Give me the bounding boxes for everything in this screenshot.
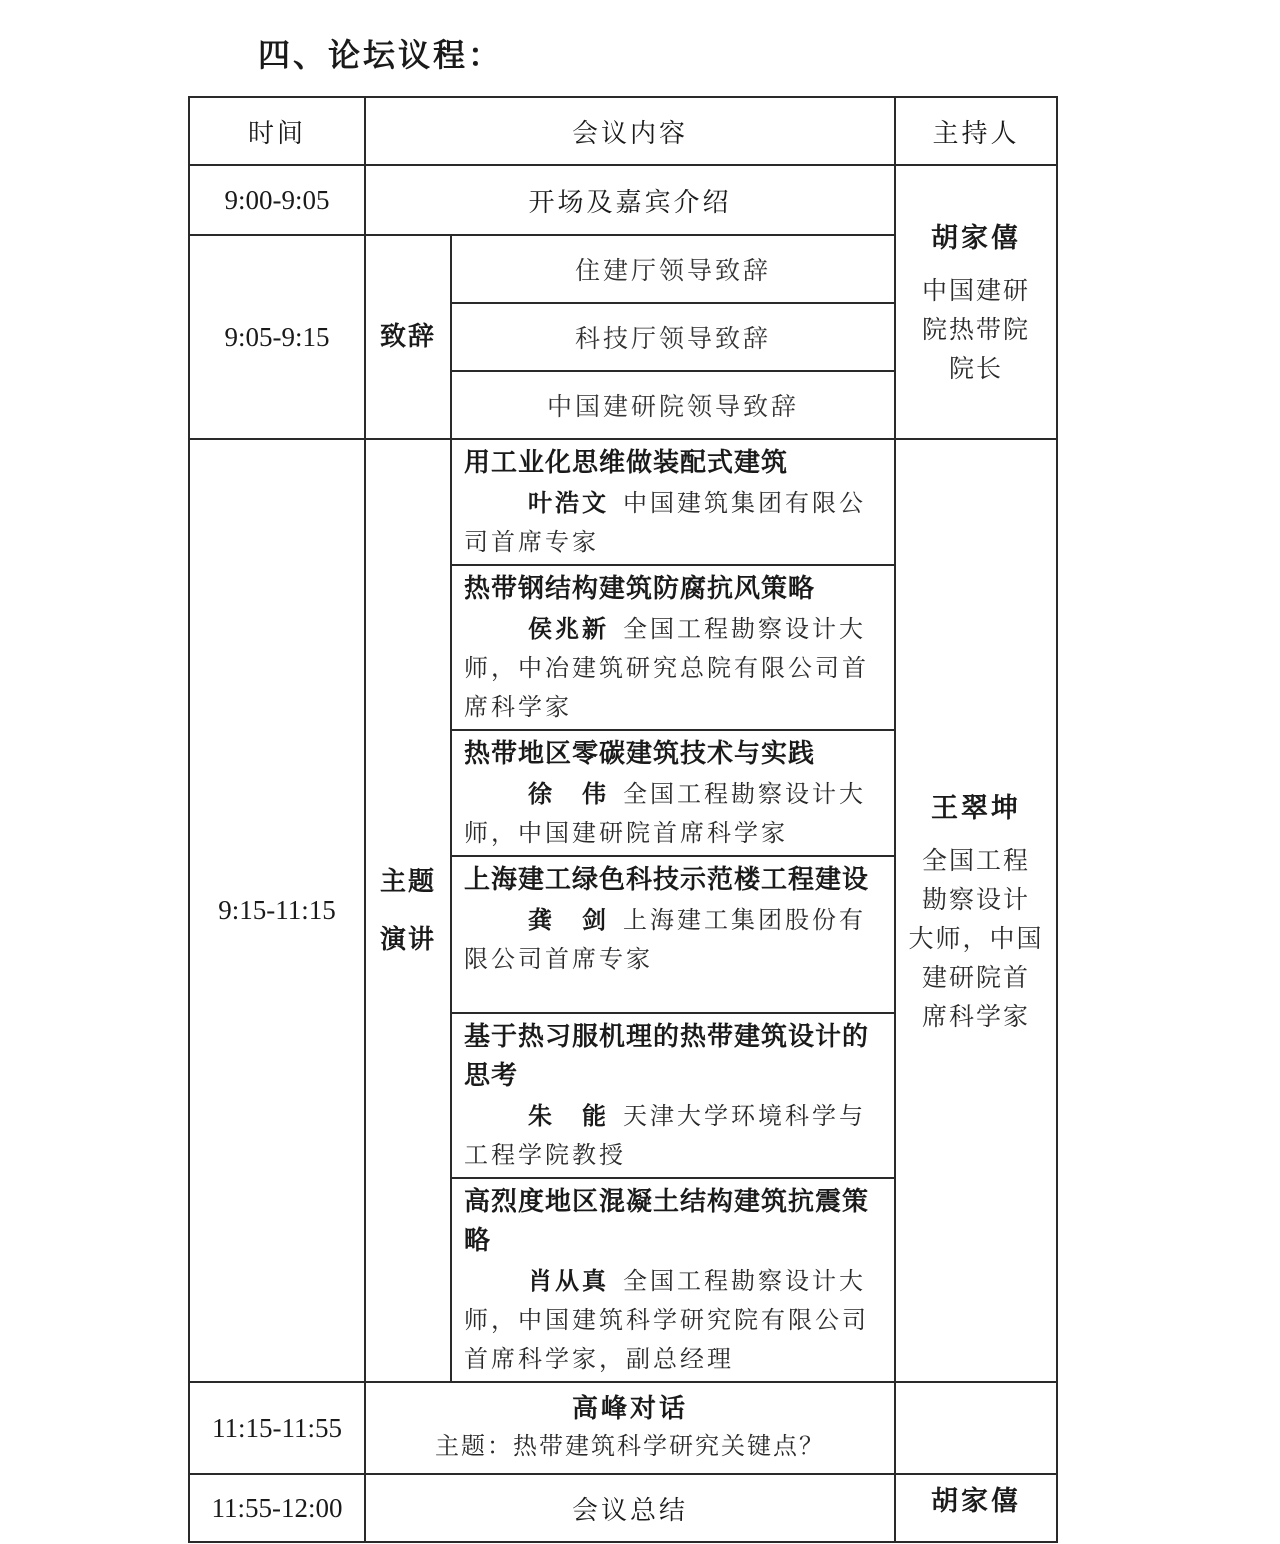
host-cell-3 [895, 1474, 1057, 1542]
talk-speaker-line [464, 1261, 884, 1379]
header-time: 时间 [189, 97, 365, 165]
talk-affiliation: 中国建筑集团有限公司首席专家 [464, 489, 866, 556]
talk-affiliation: 全国工程勘察设计大师，中国建筑科学研究院有限公司首席科学家，副总经理 [464, 1267, 869, 1373]
page-heading: 四、论坛议程： [258, 36, 504, 74]
host-cell-1 [895, 165, 1057, 439]
row-opening [189, 165, 1057, 235]
host-title: 全国工程 勘察设计 大师，中国 建研院首 席科学家 [908, 845, 1044, 1031]
talk-speaker: 叶浩文 [528, 488, 609, 517]
speech-label: 致辞 [365, 235, 451, 439]
dialogue-title: 高峰对话 [572, 1394, 689, 1424]
talk-cell [451, 1178, 895, 1382]
host-cell-2 [895, 439, 1057, 1382]
speech-item: 科技厅领导致辞 [451, 303, 895, 371]
talk-affiliation: 全国工程勘察设计大师，中冶建筑研究总院有限公司首席科学家 [464, 615, 869, 721]
talk-speaker: 肖从真 [528, 1266, 609, 1295]
talk-affiliation: 天津大学环境科学与工程学院教授 [464, 1102, 866, 1169]
talk-title: 热带地区零碳建筑技术与实践 [464, 739, 816, 769]
dialogue-cell [365, 1382, 895, 1474]
time-cell: 11:55-12:00 [189, 1474, 365, 1542]
time-cell: 9:05-9:15 [189, 235, 365, 439]
talk-speaker-line [464, 774, 884, 853]
talk-speaker-line [464, 1096, 884, 1175]
speech-item: 中国建研院领导致辞 [451, 371, 895, 439]
talk-cell [451, 1013, 895, 1178]
talk-title: 上海建工绿色科技示范楼工程建设 [464, 865, 870, 895]
talk-speaker: 龚 剑 [528, 905, 609, 934]
talk-speaker-line [464, 900, 884, 979]
time-cell: 9:15-11:15 [189, 439, 365, 1382]
agenda-table [188, 96, 1058, 1543]
talk-speaker-line [464, 609, 884, 727]
row-summary [189, 1474, 1057, 1542]
content-cell: 开场及嘉宾介绍 [365, 165, 895, 235]
header-content: 会议内容 [365, 97, 895, 165]
time-cell: 11:15-11:55 [189, 1382, 365, 1474]
dialogue-topic: 主题：热带建筑科学研究关键点？ [435, 1432, 825, 1460]
content-cell: 会议总结 [365, 1474, 895, 1542]
talk-speaker: 朱 能 [528, 1101, 609, 1130]
speech-item: 住建厅领导致辞 [451, 235, 895, 303]
talk-speaker: 徐 伟 [528, 779, 609, 808]
host-name: 胡家僖 [931, 223, 1022, 254]
talk-cell [451, 730, 895, 856]
talk-speaker-line [464, 483, 884, 562]
talk-affiliation: 全国工程勘察设计大师，中国建研院首席科学家 [464, 780, 866, 847]
talk-cell [451, 856, 895, 1013]
header-host: 主持人 [895, 97, 1057, 165]
keynote-label: 主题 演讲 [365, 439, 451, 1382]
talk-title: 热带钢结构建筑防腐抗风策略 [464, 574, 816, 604]
talk-affiliation: 上海建工集团股份有限公司首席专家 [464, 906, 866, 973]
row-keynote-1 [189, 439, 1057, 565]
talk-speaker: 侯兆新 [528, 614, 609, 643]
host-cell-empty [895, 1382, 1057, 1474]
talk-cell [451, 565, 895, 730]
row-dialogue [189, 1382, 1057, 1474]
host-title: 中国建研 院热带院 院长 [922, 276, 1031, 383]
host-name: 王翠坤 [931, 792, 1022, 824]
host-name: 胡家僖 [931, 1486, 1022, 1517]
talk-title: 用工业化思维做装配式建筑 [464, 448, 789, 478]
talk-title: 基于热习服机理的热带建筑设计的思考 [464, 1022, 870, 1091]
talk-title: 高烈度地区混凝土结构建筑抗震策略 [464, 1187, 870, 1256]
talk-cell [451, 439, 895, 565]
time-cell: 9:00-9:05 [189, 165, 365, 235]
header-row [189, 97, 1057, 165]
